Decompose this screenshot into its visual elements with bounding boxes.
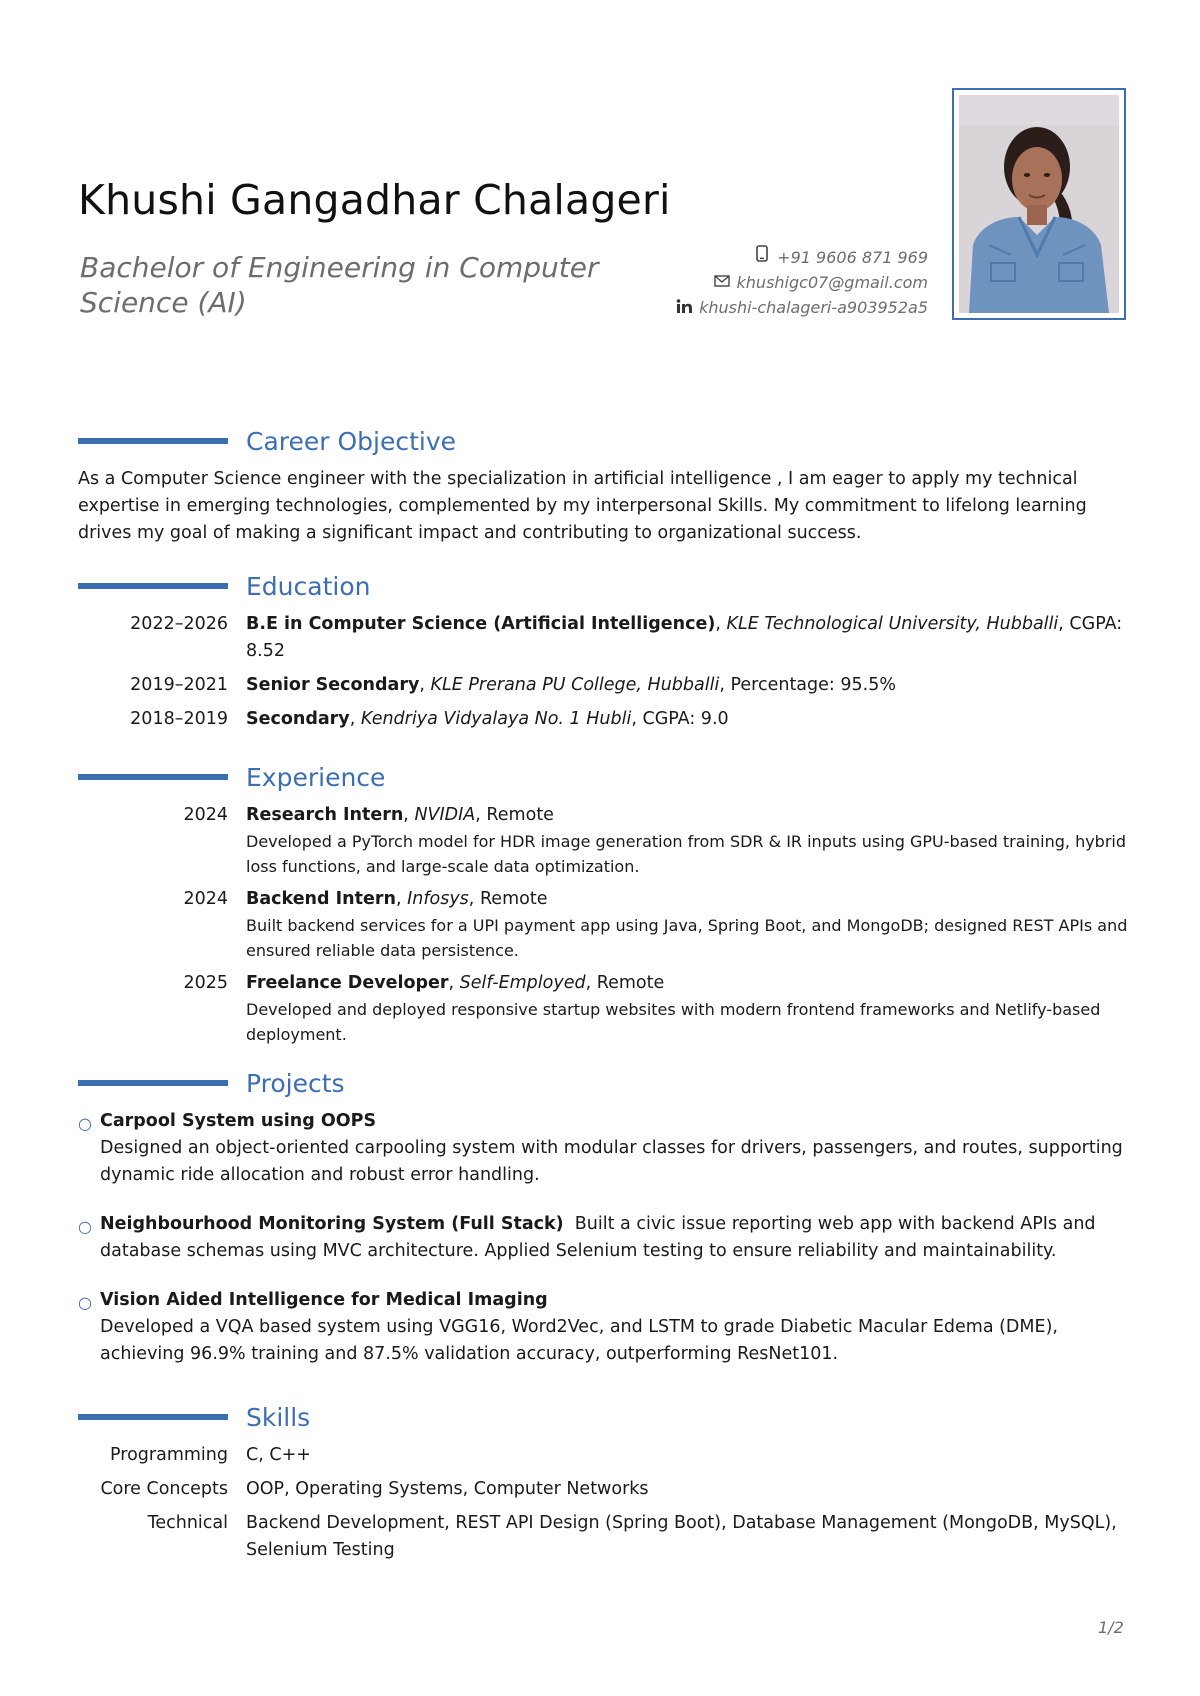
- separator: ,: [448, 973, 460, 993]
- institution: KLE Technological University, Hubballi: [726, 614, 1059, 634]
- role: Research Intern: [246, 805, 404, 825]
- score: CGPA: 8.52: [246, 614, 1123, 661]
- degree: B.E in Computer Science (Artificial Intelligence): [246, 614, 716, 634]
- skill-label: Programming: [110, 1445, 228, 1465]
- skill-row: [78, 1442, 1128, 1469]
- separator: ,: [475, 805, 487, 825]
- separator: ,: [403, 805, 415, 825]
- experience-section: [78, 762, 1128, 1054]
- project-title: Carpool System using OOPS: [100, 1111, 377, 1131]
- phone-row: [675, 245, 928, 270]
- project-item: [78, 1287, 1128, 1368]
- circle-bullet-icon: ○: [78, 1217, 92, 1236]
- role: Freelance Developer: [246, 973, 449, 993]
- skill-label: Technical: [147, 1513, 228, 1533]
- company: Infosys: [407, 889, 469, 909]
- envelope-icon: [713, 270, 731, 295]
- mobile-icon: [753, 245, 771, 270]
- objective-text: As a Computer Science engineer with the specialization in artificial intelligence , I am eager to apply my technical expertise in emerging technologies, complemented by my interpersonal Skills. My commitment to lifelong learning drives my goal of making a significant impact and contributing to organizational success.: [78, 469, 1087, 543]
- entry-date: 2024: [183, 805, 228, 825]
- linkedin-icon: [675, 295, 693, 320]
- separator: ,: [395, 889, 408, 909]
- company: NVIDIA: [414, 805, 476, 825]
- skill-value: OOP, Operating Systems, Computer Networks: [246, 1479, 649, 1499]
- separator: ,: [631, 709, 643, 729]
- email-row: [675, 270, 928, 295]
- experience-description: Built backend services for a UPI payment app using Java, Spring Boot, and MongoDB; designed REST APIs and ensured reliable data persistence.: [246, 916, 1128, 960]
- skill-row: [78, 1510, 1128, 1564]
- project-item: [78, 1108, 1128, 1189]
- project-description: Built a civic issue reporting web app with backend APIs and database schemas using MVC architecture. Applied Selenium testing to ensure reliability and maintainability.: [100, 1214, 1096, 1261]
- education-section: [78, 571, 1128, 740]
- separator: ,: [468, 889, 480, 909]
- section-title: Skills: [246, 1402, 311, 1432]
- section-title: Education: [246, 571, 371, 601]
- section-rule: [78, 1080, 228, 1086]
- linkedin-link[interactable]: khushi-chalageri-a903952a5: [699, 298, 928, 317]
- separator: ,: [585, 973, 597, 993]
- section-rule: [78, 583, 228, 589]
- experience-entry: [78, 886, 1128, 963]
- separator: ,: [715, 614, 727, 634]
- entry-date: 2018–2019: [130, 709, 228, 729]
- experience-entry: [78, 970, 1128, 1047]
- entry-date: 2024: [183, 889, 228, 909]
- location: Remote: [486, 805, 554, 825]
- degree: Secondary: [246, 709, 350, 729]
- project-description: Designed an object-oriented carpooling system with modular classes for drivers, passengers, and routes, supporting dynamic ride allocation and robust error handling.: [100, 1138, 1123, 1185]
- location: Remote: [479, 889, 548, 909]
- project-description: Developed a VQA based system using VGG16, Word2Vec, and LSTM to grade Diabetic Macular Edema (DME), achieving 96.9% training and 87.5% validation accuracy, outperforming ResNet101.: [100, 1317, 1058, 1364]
- location: Remote: [596, 973, 665, 993]
- profile-photo: [952, 88, 1126, 320]
- circle-bullet-icon: ○: [78, 1114, 92, 1133]
- section-rule: [78, 438, 228, 444]
- section-title: Projects: [246, 1068, 345, 1098]
- section-rule: [78, 774, 228, 780]
- experience-description: Developed and deployed responsive startup websites with modern frontend frameworks and Netlify-based deployment.: [246, 1000, 1101, 1044]
- entry-date: 2019–2021: [130, 675, 228, 695]
- institution: KLE Prerana PU College, Hubballi: [430, 675, 720, 695]
- score: Percentage: 95.5%: [730, 675, 896, 695]
- institution: Kendriya Vidyalaya No. 1 Hubli: [360, 709, 632, 729]
- career-objective-section: [78, 426, 1128, 547]
- company: Self-Employed: [459, 973, 586, 993]
- section-title: Career Objective: [246, 426, 457, 456]
- separator: ,: [419, 675, 431, 695]
- education-entry: [78, 672, 1128, 699]
- skill-label: Core Concepts: [100, 1479, 228, 1499]
- project-item: [78, 1211, 1128, 1265]
- circle-bullet-icon: ○: [78, 1293, 92, 1312]
- separator: ,: [349, 709, 361, 729]
- candidate-name: Khushi Gangadhar Chalageri: [78, 176, 671, 224]
- project-title: Neighbourhood Monitoring System (Full Stack): [100, 1214, 564, 1234]
- email-link[interactable]: khushigc07@gmail.com: [736, 273, 928, 292]
- separator: ,: [1058, 614, 1070, 634]
- separator: ,: [719, 675, 731, 695]
- role: Backend Intern: [246, 889, 396, 909]
- page-number: 1/2: [1098, 1618, 1124, 1637]
- contact-block: [675, 245, 928, 320]
- section-rule: [78, 1414, 228, 1420]
- entry-date: 2022–2026: [130, 614, 228, 634]
- section-title: Experience: [246, 762, 386, 792]
- score: CGPA: 9.0: [642, 709, 729, 729]
- education-entry: [78, 706, 1128, 733]
- skill-value: Backend Development, REST API Design (Spring Boot), Database Management (MongoDB, MySQL), Selenium Testing: [246, 1513, 1117, 1560]
- experience-description: Developed a PyTorch model for HDR image generation from SDR & IR inputs using GPU-based training, hybrid loss functions, and large-scale data optimization.: [246, 832, 1127, 876]
- skill-value: C, C++: [246, 1445, 311, 1465]
- education-entry: [78, 611, 1128, 665]
- skill-row: [78, 1476, 1128, 1503]
- portrait-image: [959, 95, 1119, 313]
- linkedin-row: [675, 295, 928, 320]
- project-title: Vision Aided Intelligence for Medical Imaging: [100, 1290, 548, 1310]
- skills-section: [78, 1402, 1128, 1571]
- phone-number[interactable]: +91 9606 871 969: [777, 248, 928, 267]
- projects-section: [78, 1068, 1128, 1390]
- entry-date: 2025: [183, 973, 228, 993]
- experience-entry: [78, 802, 1128, 879]
- candidate-degree: Bachelor of Engineering in Computer Science (AI): [80, 251, 599, 319]
- degree: Senior Secondary: [246, 675, 420, 695]
